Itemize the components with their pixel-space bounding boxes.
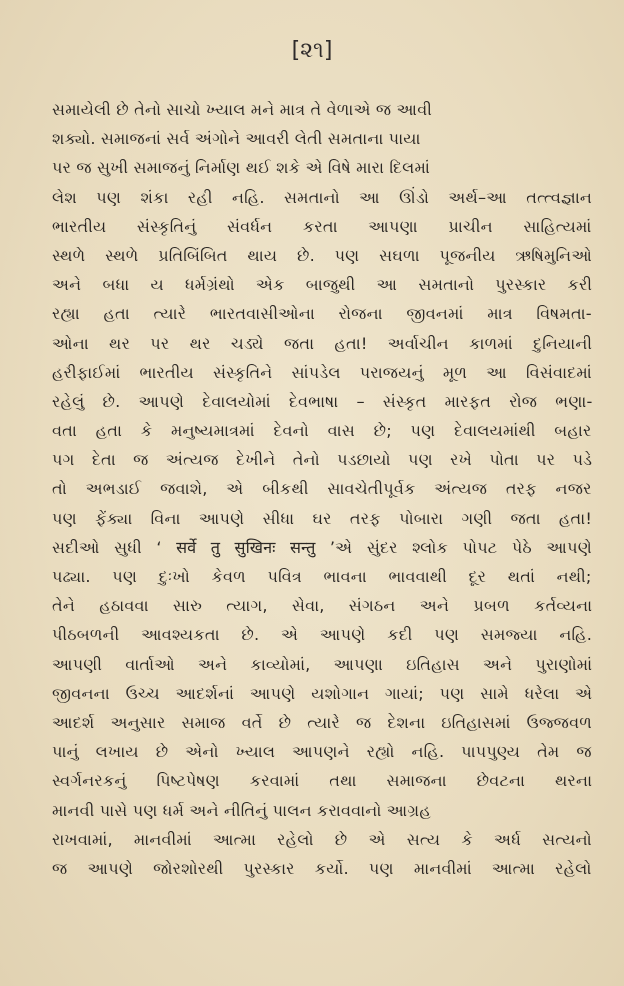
text-line: સ્થળે સ્થળે પ્રતિબિંબિત થાય છે. પણ સઘળા પૂજનીય ઋષિમુનિઓ (52, 245, 592, 265)
text-line: જ આપણે જોરશોરથી પુરસ્કાર કર્યો. પણ માનવીમાં આત્મા રહેલો (52, 858, 592, 878)
text-line: રહેલું છે. આપણે દેવાલયોમાં દેવભાષા – સંસ્કૃત મારફત રોજ ભણા- (52, 391, 592, 411)
text-line: પઢ્યા. પણ દુઃખો કેવળ પવિત્ર ભાવના ભાવવાથી દૂર થતાં નથી; (52, 567, 592, 586)
text-line: ભારતીય સંસ્કૃતિનું સંવર્ધન કરતા આપણા પ્રાચીન સાહિત્યમાં (52, 216, 592, 236)
text-line: સદીઓ સુધી ‘ सर्वे तु सुखिनः सन्तु ’એ સુંદર શ્લોક પોપટ પેઠે આપણે (52, 537, 592, 557)
text-line: પગ દેતા જ અંત્યજ દેખીને તેનો પડછાયો પણ રખે પોતા પર પડે (52, 450, 592, 470)
body-text (52, 95, 592, 883)
text-line: અને બધા ય ધર્મગ્રંથો એક બાજુથી આ સમતાનો પુરસ્કાર કરી (52, 275, 592, 295)
text-line: વતા હતા કે મનુષ્યમાત્રમાં દેવનો વાસ છે; પણ દેવાલયમાંથી બહાર (52, 421, 592, 441)
text-line: સમાયેલી છે તેનો સાચો ખ્યાલ મને માત્ર તે વેળાએ જ આવી (52, 100, 433, 119)
text-line: માનવી પાસે પણ ધર્મ અને નીતિનું પાલન કરાવવાનો આગ્રહ (52, 800, 431, 820)
text-line: આદર્શ અનુસાર સમાજ વર્તે છે ત્યારે જ દેશના ઇતિહાસમાં ઉજ્જવળ (52, 712, 592, 732)
text-line: પાનું લખાય છે એનો ખ્યાલ આપણને રહ્યો નહિ. પાપપુણ્ય તેમ જ (52, 742, 592, 762)
text-line: તો અભડાઈ જવાશે, એ બીકથી સાવચેતીપૂર્વક અંત્યજ તરફ નજર (52, 479, 592, 499)
page-number: [૨૧] (291, 38, 333, 63)
text-line: તેને હઠાવવા સારુ ત્યાગ, સેવા, સંગઠન અને પ્રબળ કર્તવ્યના (52, 596, 592, 616)
text-line: પણ ફેંક્યા વિના આપણે સીધા ઘર તરફ પોબારા ગણી જતા હતા! (52, 508, 592, 528)
text-line: સ્વર્ગનરકનું પિષ્ટપેષણ કરવામાં તથા સમાજના છેવટના થરના (52, 771, 592, 791)
text-line: આપણી વાર્તાઓ અને કાવ્યોમાં, આપણા ઇતિહાસ અને પુરાણોમાં (52, 654, 592, 674)
text-line: લેશ પણ શંકા રહી નહિ. સમતાનો આ ઊંડો અર્થ–આ તત્ત્વજ્ઞાન (52, 187, 592, 207)
text-line: પર જ સુખી સમાજનું નિર્માણ થઈ શકે એ વિષે મારા દિલમાં (52, 158, 430, 178)
text-line: રહ્યા હતા ત્યારે ભારતવાસીઓના રોજના જીવનમાં માત્ર વિષમતા- (52, 304, 592, 324)
text-line: પીઠબળની આવશ્યકતા છે. એ આપણે કદી પણ સમજ્યા નહિ. (52, 625, 592, 645)
text-line: ઓના થર પર થર ચડ્યે જતા હતા! અર્વાચીન કાળમાં દુનિયાની (52, 333, 592, 353)
text-line: રાખવામાં, માનવીમાં આત્મા રહેલો છે એ સત્ય કે અર્ધ સત્યનો (52, 829, 592, 849)
text-line: શક્યો. સમાજનાં સર્વ અંગોને આવરી લેતી સમતાના પાયા (52, 129, 421, 149)
text-line: હરીફાઈમાં ભારતીય સંસ્કૃતિને સાંપડેલ પરાજયનું મૂળ આ વિસંવાદમાં (52, 362, 592, 382)
text-line: જીવનના ઉચ્ચ આદર્શનાં આપણે યશોગાન ગાયાં; પણ સામે ધરેલા એ (52, 683, 592, 703)
